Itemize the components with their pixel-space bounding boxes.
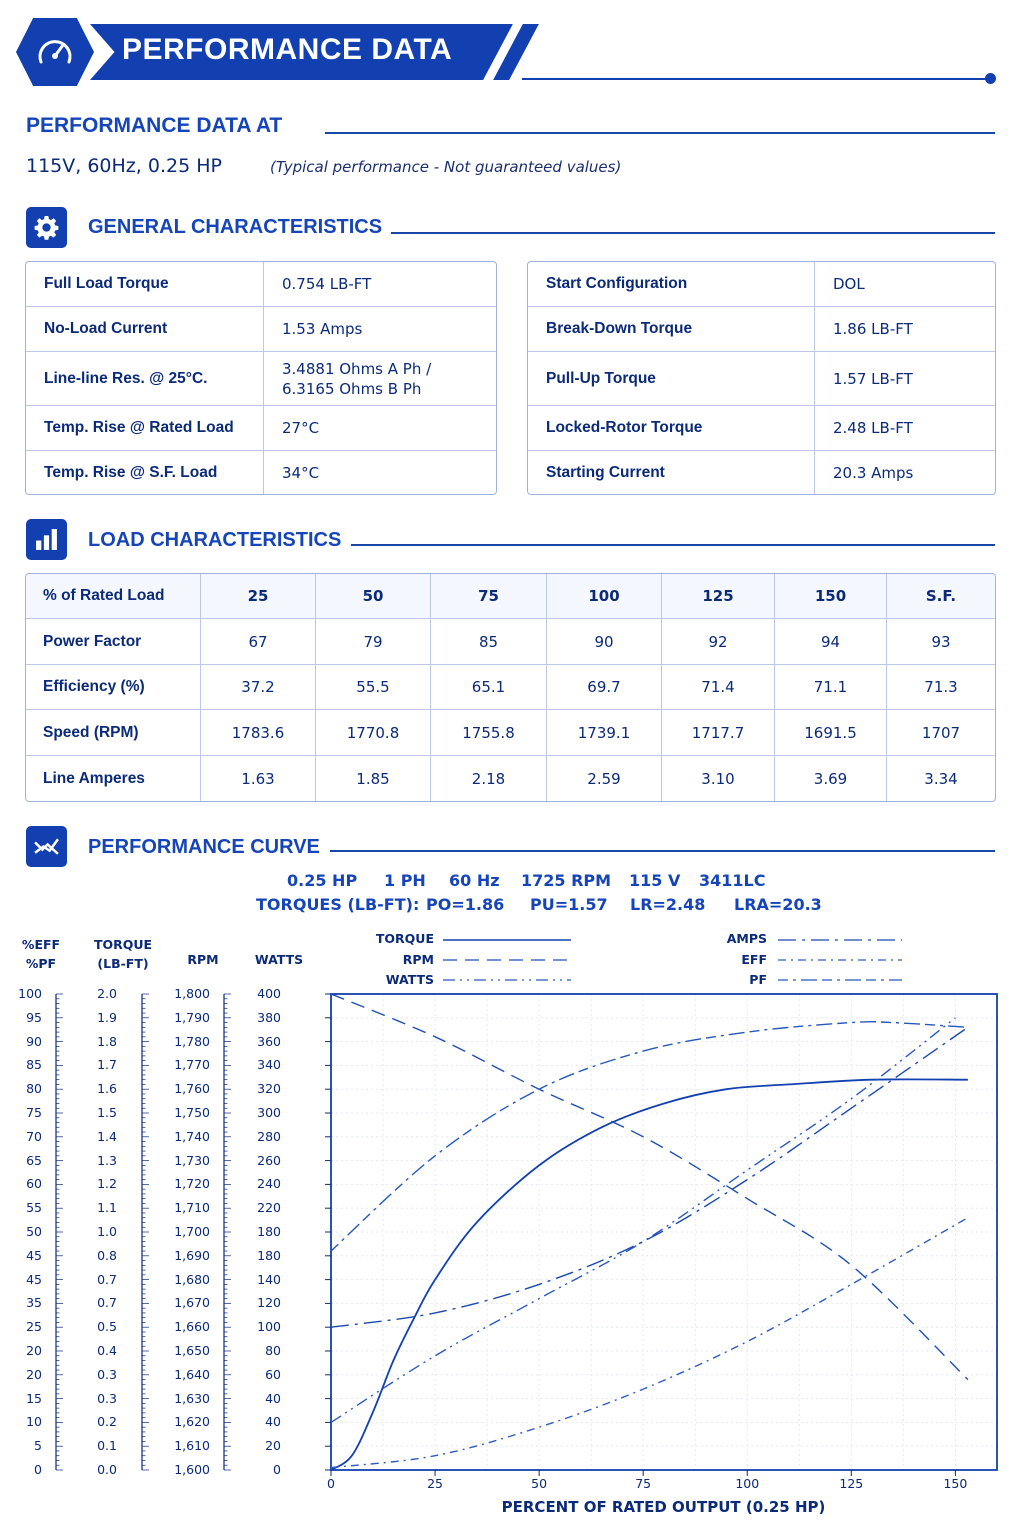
y-tick-label: 1,790 [174, 1009, 210, 1025]
y-tick-label: 0.2 [97, 1414, 117, 1430]
y-tick-label: 0.3 [97, 1390, 117, 1406]
spec-rpm: 1725 RPM [521, 871, 612, 890]
y-tick-label: 65 [26, 1152, 42, 1168]
column-header: 125 [662, 574, 775, 619]
y-tick-label: 50 [26, 1224, 42, 1239]
series-line-pf [331, 1022, 968, 1251]
table-cell: 79 [316, 619, 431, 665]
y-tick-label: 35 [26, 1295, 42, 1311]
param-label: Break-Down Torque [528, 307, 815, 352]
x-tick-label: 50 [531, 1476, 548, 1491]
y-tick-label: 45 [26, 1271, 42, 1287]
table-cell: 2.18 [431, 756, 547, 803]
table-cell: 67 [201, 619, 316, 665]
column-header: S.F. [887, 574, 996, 619]
table-cell: 55.5 [316, 665, 431, 710]
y-tick-label: 1.6 [97, 1081, 117, 1097]
x-tick-label: 100 [735, 1476, 760, 1491]
y-tick-label: 340 [257, 1057, 281, 1073]
table-cell: 37.2 [201, 665, 316, 710]
x-tick-label: 125 [839, 1476, 864, 1491]
param-label: No-Load Current [26, 307, 264, 352]
x-axis-label: PERCENT OF RATED OUTPUT (0.25 HP) [501, 1498, 826, 1516]
y-tick-label: 70 [26, 1128, 42, 1144]
y-tick-label: 55 [26, 1200, 42, 1216]
param-value: 1.86 LB-FT [815, 307, 996, 352]
subtitle: PERFORMANCE DATA AT [26, 114, 283, 137]
y-tick-label: 1,800 [174, 986, 210, 1001]
table-cell: 85 [431, 619, 547, 665]
table-cell: 69.7 [547, 665, 662, 710]
y-tick-label: 5 [34, 1438, 42, 1454]
legend-label-eff: EFF [741, 952, 767, 967]
y-tick-label: 180 [257, 1247, 281, 1263]
param-label: Locked-Rotor Torque [528, 406, 815, 451]
param-value: DOL [815, 262, 996, 307]
table-cell: 1707 [887, 710, 996, 756]
y-tick-label: 1.3 [97, 1152, 117, 1168]
rating-conditions: 115V, 60Hz, 0.25 HP [26, 155, 222, 177]
y-tick-label: 95 [26, 1009, 42, 1025]
param-label: Starting Current [528, 451, 815, 496]
y-tick-label: 1.5 [97, 1105, 117, 1120]
y-tick-label: 220 [257, 1200, 281, 1216]
legend-label-watts: WATTS [385, 972, 434, 987]
table-cell: 1.85 [316, 756, 431, 803]
y-tick-label: 1.7 [97, 1057, 117, 1073]
y-tick-label: 0 [34, 1462, 42, 1477]
table-cell: 71.3 [887, 665, 996, 710]
y-tick-label: 0.1 [97, 1438, 117, 1454]
series-line-amps [331, 1027, 968, 1327]
spec-lr: LR=2.48 [630, 895, 706, 914]
y-tick-label: 0 [273, 1462, 281, 1477]
spec-torques-label: TORQUES (LB-FT): [256, 895, 420, 914]
y-tick-label: 2.0 [97, 986, 117, 1001]
y-tick-label: 1,610 [174, 1438, 210, 1454]
y-tick-label: 1,750 [174, 1105, 210, 1120]
spec-model: 3411LC [699, 871, 766, 890]
spec-lra: LRA=20.3 [734, 895, 822, 914]
y-tick-label: 0.4 [97, 1343, 117, 1358]
y-tick-label: 1,760 [174, 1081, 210, 1097]
y-tick-label: 140 [257, 1271, 281, 1287]
y-tick-label: 1,650 [174, 1343, 210, 1358]
table-cell: 1755.8 [431, 710, 547, 756]
y-tick-label: 1.8 [97, 1033, 117, 1049]
column-header: 100 [547, 574, 662, 619]
x-tick-label: 25 [427, 1476, 444, 1491]
y-tick-label: 1,730 [174, 1152, 210, 1168]
y-tick-label: 40 [265, 1390, 281, 1406]
y-tick-label: 1,600 [174, 1462, 210, 1477]
y-tick-label: 25 [26, 1319, 42, 1335]
x-tick-label: 150 [943, 1476, 968, 1491]
spec-po: PO=1.86 [426, 895, 505, 914]
spec-voltage: 115 V [629, 871, 681, 890]
column-header: 150 [775, 574, 887, 619]
column-header: 25 [201, 574, 316, 619]
series-line-rpm [331, 994, 968, 1380]
y-tick-label: 400 [257, 986, 281, 1001]
y-tick-label: 80 [265, 1343, 281, 1358]
y-tick-label: 320 [257, 1081, 281, 1097]
y-tick-label: 20 [26, 1366, 42, 1382]
param-label: Start Configuration [528, 262, 815, 307]
param-value: 2.48 LB-FT [815, 406, 996, 451]
table-cell: 71.1 [775, 665, 887, 710]
column-header: 75 [431, 574, 547, 619]
y-tick-label: 280 [257, 1128, 281, 1144]
y-tick-label: 1,770 [174, 1057, 210, 1073]
y-tick-label: 1,780 [174, 1033, 210, 1049]
y-tick-label: 1,710 [174, 1200, 210, 1216]
param-value-line: 6.3165 Ohms B Ph [282, 379, 422, 398]
legend-label-amps: AMPS [726, 931, 767, 946]
y-tick-label: 0.7 [97, 1295, 117, 1311]
param-label: Temp. Rise @ Rated Load [26, 406, 264, 451]
y-tick-label: 1,690 [174, 1247, 210, 1263]
spec-hp: 0.25 HP [287, 871, 358, 890]
spec-frequency: 60 Hz [449, 871, 500, 890]
y-tick-label: 260 [257, 1152, 281, 1168]
param-value: 1.57 LB-FT [815, 352, 996, 406]
y-tick-label: 60 [26, 1176, 42, 1192]
y-tick-label: 1,640 [174, 1366, 210, 1382]
table-cell: 65.1 [431, 665, 547, 710]
y-tick-label: 45 [26, 1247, 42, 1263]
table-cell: 2.59 [547, 756, 662, 803]
row-label: Power Factor [26, 619, 201, 665]
legend-label-torque: TORQUE [375, 931, 434, 946]
param-value: 27°C [264, 406, 497, 451]
y-tick-label: 360 [257, 1033, 281, 1049]
y-tick-label: 1.9 [97, 1009, 117, 1025]
series-line-eff [331, 1218, 968, 1468]
y-tick-label: 100 [257, 1319, 281, 1335]
y-tick-label: 380 [257, 1009, 281, 1025]
y-tick-label: 240 [257, 1176, 281, 1192]
row-label: Line Amperes [26, 756, 201, 803]
table-cell: 92 [662, 619, 775, 665]
table-cell: 3.34 [887, 756, 996, 803]
y-tick-label: 15 [26, 1390, 42, 1406]
axis-title-line: (LB-FT) [97, 956, 149, 971]
row-label: Speed (RPM) [26, 710, 201, 756]
y-tick-label: 20 [265, 1438, 281, 1454]
table-cell: 90 [547, 619, 662, 665]
table-cell: 3.10 [662, 756, 775, 803]
param-value-line: 3.4881 Ohms A Ph / [282, 359, 432, 378]
x-tick-label: 75 [635, 1476, 652, 1491]
y-tick-label: 1,660 [174, 1319, 210, 1335]
y-tick-label: 0.5 [97, 1319, 117, 1335]
y-tick-label: 0.7 [97, 1271, 117, 1287]
x-tick-label: 0 [327, 1476, 335, 1491]
param-value: 20.3 Amps [815, 451, 996, 496]
table-cell: 93 [887, 619, 996, 665]
y-tick-label: 40 [265, 1414, 281, 1430]
table-cell: 71.4 [662, 665, 775, 710]
axis-title-watts: WATTS [254, 952, 304, 967]
axis-title-rpm: RPM [187, 952, 219, 967]
y-tick-label: 1.0 [97, 1224, 117, 1239]
column-header: % of Rated Load [26, 574, 201, 619]
table-cell: 1783.6 [201, 710, 316, 756]
param-label: Temp. Rise @ S.F. Load [26, 451, 264, 496]
table-cell: 1.63 [201, 756, 316, 803]
series-line-torque [331, 1079, 968, 1470]
row-label: Efficiency (%) [26, 665, 201, 710]
y-tick-label: 1,670 [174, 1295, 210, 1311]
spec-pu: PU=1.57 [530, 895, 608, 914]
y-tick-label: 180 [257, 1224, 281, 1239]
disclaimer-note: (Typical performance - Not guaranteed values) [270, 158, 622, 176]
y-tick-label: 120 [257, 1295, 281, 1311]
y-tick-label: 10 [26, 1414, 42, 1430]
y-tick-label: 1,720 [174, 1176, 210, 1192]
legend-label-pf: PF [749, 972, 767, 987]
y-tick-label: 20 [26, 1343, 42, 1358]
y-tick-label: 1,740 [174, 1128, 210, 1144]
y-tick-label: 1.1 [97, 1200, 117, 1216]
table-cell: 94 [775, 619, 887, 665]
y-tick-label: 90 [26, 1033, 42, 1049]
column-header: 50 [316, 574, 431, 619]
y-tick-label: 85 [26, 1057, 42, 1073]
y-tick-label: 0.8 [97, 1247, 117, 1263]
param-label: Full Load Torque [26, 262, 264, 307]
table-cell: 3.69 [775, 756, 887, 803]
y-tick-label: 60 [265, 1366, 281, 1382]
table-cell: 1691.5 [775, 710, 887, 756]
spec-phase: 1 PH [384, 871, 426, 890]
table-cell: 1717.7 [662, 710, 775, 756]
legend-label-rpm: RPM [402, 952, 434, 967]
param-value: 34°C [264, 451, 497, 496]
y-tick-label: 80 [26, 1081, 42, 1097]
axis-title-line: %EFF [21, 937, 61, 952]
y-tick-label: 1,700 [174, 1224, 210, 1239]
param-value: 1.53 Amps [264, 307, 497, 352]
y-tick-label: 0.0 [97, 1462, 117, 1477]
y-tick-label: 1,630 [174, 1390, 210, 1406]
load-section-title: LOAD CHARACTERISTICS [88, 529, 342, 551]
y-tick-label: 1.4 [97, 1128, 117, 1144]
y-tick-label: 75 [26, 1105, 42, 1120]
param-value: 0.754 LB-FT [264, 262, 497, 307]
y-tick-label: 100 [18, 986, 42, 1001]
param-label: Line-line Res. @ 25°C. [26, 352, 264, 406]
table-cell: 1739.1 [547, 710, 662, 756]
y-tick-label: 300 [257, 1105, 281, 1120]
axis-title-line: TORQUE [93, 937, 153, 952]
table-cell: 1770.8 [316, 710, 431, 756]
param-label: Pull-Up Torque [528, 352, 815, 406]
page-title: PERFORMANCE DATA [122, 33, 453, 66]
y-tick-label: 1,680 [174, 1271, 210, 1287]
axis-title-line: %PF [25, 956, 57, 971]
y-tick-label: 1,620 [174, 1414, 210, 1430]
general-section-title: GENERAL CHARACTERISTICS [88, 216, 383, 238]
y-tick-label: 1.2 [97, 1176, 117, 1192]
y-tick-label: 0.3 [97, 1366, 117, 1382]
curve-section-title: PERFORMANCE CURVE [88, 836, 320, 858]
